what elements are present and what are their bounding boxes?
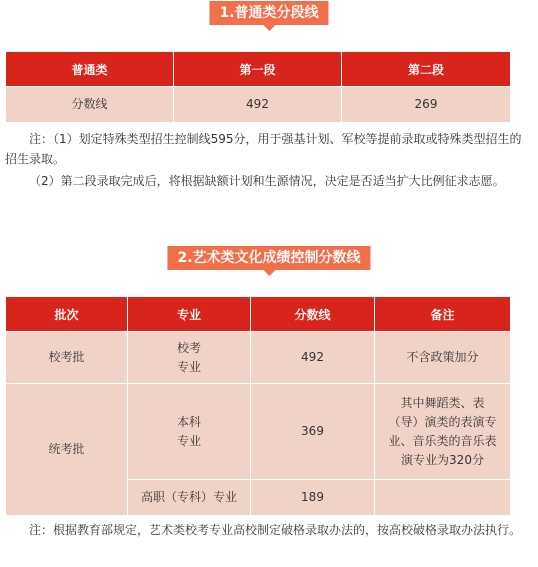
batch-cell: 校考批 — [6, 332, 128, 384]
section-title-ordinary: 1.普通类分段线 — [209, 1, 328, 25]
remark-cell: 不含政策加分 — [375, 332, 511, 384]
section-title-art: 2.艺术类文化成绩控制分数线 — [167, 246, 370, 270]
score-cell: 492 — [251, 332, 375, 384]
second-segment-score: 269 — [342, 87, 511, 123]
ordinary-score-table — [5, 51, 511, 123]
header-first-segment: 第一段 — [174, 52, 342, 87]
header-category: 普通类 — [6, 52, 174, 87]
major-cell — [128, 384, 251, 480]
table-row — [6, 87, 511, 123]
note-art-exception: 注：根据教育部规定，艺术类校考专业高校制定破格录取办法的，按高校破格录取办法执行。 — [29, 523, 522, 537]
table-row — [6, 332, 511, 384]
header-remark: 备注 — [375, 297, 511, 332]
header-score: 分数线 — [251, 297, 375, 332]
art-score-table — [5, 296, 511, 516]
score-cell: 189 — [251, 480, 375, 516]
major-line: 专业 — [176, 359, 201, 374]
note-special-control-line: 注：（1）划定特殊类型招生控制线595分，用于强基计划、军校等提前录取或特殊类型招生的招生录取。 — [5, 132, 522, 166]
header-major: 专业 — [128, 297, 251, 332]
major-cell — [128, 332, 251, 384]
score-cell: 369 — [251, 384, 375, 480]
remark-line: （导）演类的表演专 — [388, 414, 497, 429]
table-row — [6, 384, 511, 480]
batch-cell: 统考批 — [6, 384, 128, 516]
remark-line: 其中舞蹈类、表 — [400, 395, 485, 410]
remark-line: 业、音乐类的音乐表 — [388, 433, 497, 448]
header-second-segment: 第二段 — [342, 52, 511, 87]
remark-line: 演专业为320分 — [401, 452, 484, 467]
major-cell: 高职（专科）专业 — [128, 480, 251, 516]
major-line: 本科 — [176, 414, 201, 429]
remark-cell — [375, 384, 511, 480]
first-segment-score: 492 — [174, 87, 342, 123]
table-header-row — [6, 297, 511, 332]
table-header-row — [6, 52, 511, 87]
remark-cell-empty — [375, 480, 511, 516]
major-line: 校考 — [176, 340, 201, 355]
row-label: 分数线 — [6, 87, 174, 123]
header-batch: 批次 — [6, 297, 128, 332]
note-second-segment: （2）第二段录取完成后，将根据缺额计划和生源情况，决定是否适当扩大比例征求志愿。 — [29, 174, 505, 188]
major-line: 专业 — [176, 433, 201, 448]
